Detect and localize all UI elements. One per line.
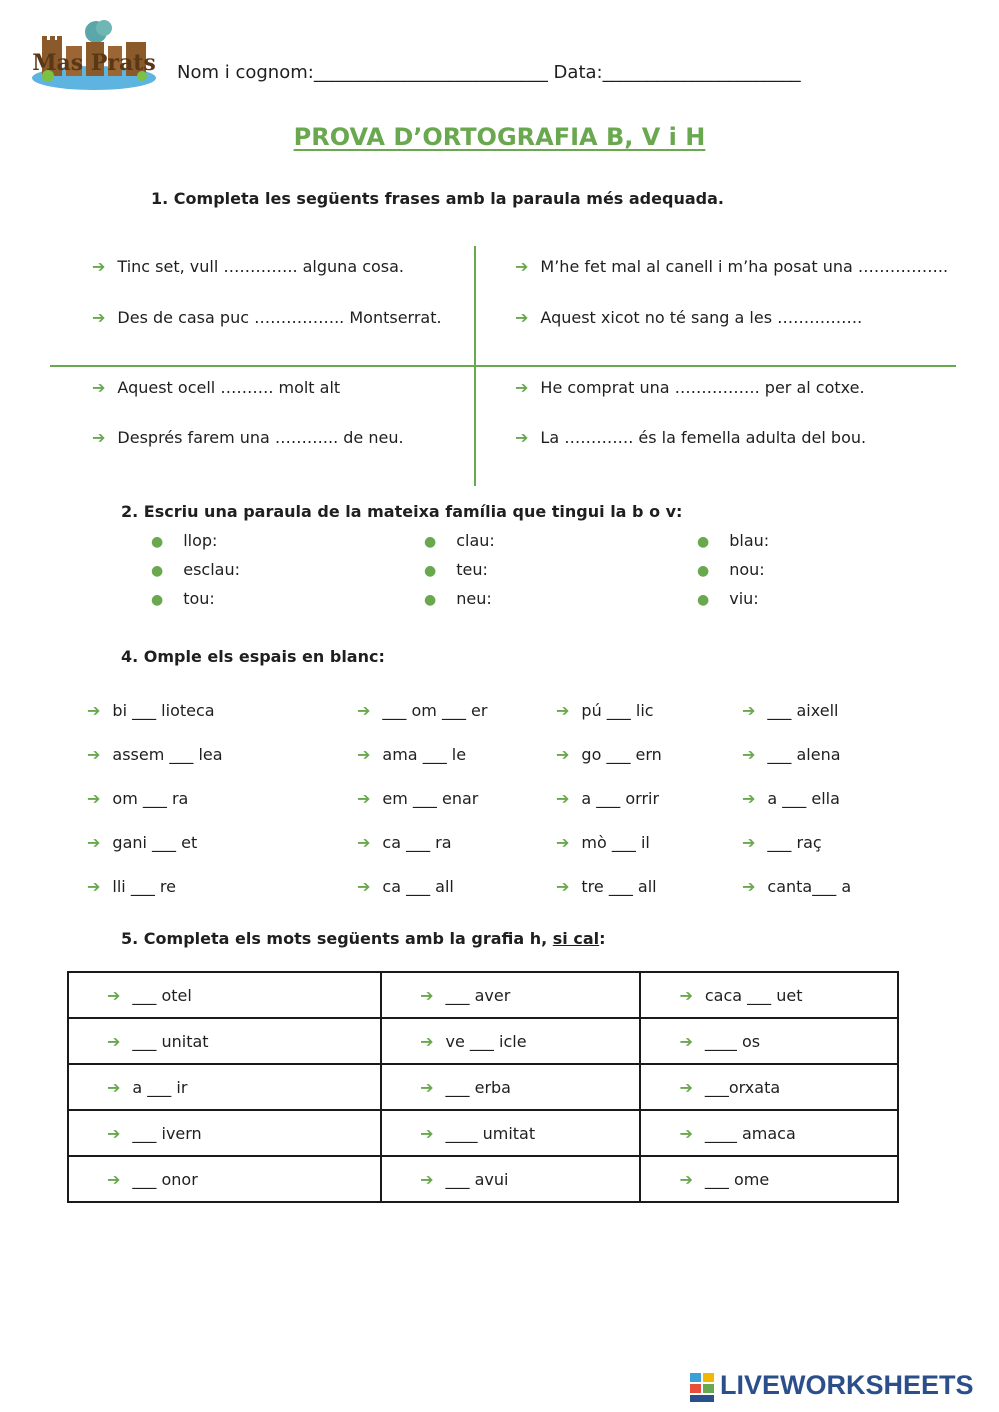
bullet-icon: ● <box>697 563 710 579</box>
date-field[interactable]: ______________________ <box>602 62 801 83</box>
bullet-icon: ● <box>697 534 710 550</box>
arrow-right-icon: ➔ <box>742 833 756 852</box>
date-label: Data: <box>553 62 603 83</box>
s4-item[interactable] <box>87 701 215 720</box>
bullet-icon: ● <box>151 592 164 608</box>
table-cell[interactable] <box>68 1064 381 1110</box>
s4-item[interactable] <box>556 745 662 764</box>
arrow-right-icon: ➔ <box>556 877 570 896</box>
arrow-right-icon: ➔ <box>420 1031 434 1051</box>
arrow-right-icon: ➔ <box>515 378 529 397</box>
s4-item-text: ___ alena <box>767 745 841 764</box>
arrow-right-icon: ➔ <box>87 789 101 808</box>
s1-item[interactable] <box>92 378 340 397</box>
table-row <box>68 1156 898 1202</box>
s4-item-text: a ___ orrir <box>581 789 660 808</box>
arrow-right-icon: ➔ <box>357 833 371 852</box>
arrow-right-icon: ➔ <box>742 789 756 808</box>
cell-text: ve ___ icle <box>445 1031 527 1051</box>
section2-heading: 2. Escriu una paraula de la mateixa família que tingui la b o v: <box>121 502 683 521</box>
s2-item[interactable] <box>424 560 488 579</box>
s4-item-text: bi ___ lioteca <box>112 701 215 720</box>
section4-heading: 4. Omple els espais en blanc: <box>121 647 385 666</box>
s4-item[interactable] <box>357 701 487 720</box>
cell-text: ___ unitat <box>132 1031 209 1051</box>
table-cell[interactable] <box>640 1156 898 1202</box>
table-cell[interactable] <box>640 1018 898 1064</box>
s4-item-text: ca ___ all <box>382 877 454 896</box>
cell-text: a ___ ir <box>132 1077 188 1097</box>
arrow-right-icon: ➔ <box>515 428 529 447</box>
section5-heading-underlined: si cal <box>552 929 600 948</box>
cell-text: ___orxata <box>704 1077 781 1097</box>
s2-item-text: esclau: <box>183 560 240 579</box>
s1-item-text: Aquest xicot no té sang a les ……………. <box>540 308 863 327</box>
section5-heading-prefix: 5. Completa els mots següents amb la grafia h, <box>121 929 553 948</box>
s1-item-text: M’he fet mal al canell i m’ha posat una …………….. <box>540 257 949 276</box>
s4-item-text: assem ___ lea <box>112 745 223 764</box>
liveworksheets-brand: LIVEWORKSHEETS <box>720 1370 974 1400</box>
s2-item-text: viu: <box>729 589 759 608</box>
s4-item[interactable] <box>87 877 176 896</box>
arrow-right-icon: ➔ <box>107 1169 121 1189</box>
s2-item-text: neu: <box>456 589 492 608</box>
arrow-right-icon: ➔ <box>92 428 106 447</box>
s4-item[interactable] <box>357 833 452 852</box>
cell-text: ____ umitat <box>445 1123 536 1143</box>
arrow-right-icon: ➔ <box>420 1169 434 1189</box>
s4-item[interactable] <box>742 789 840 808</box>
s4-item[interactable] <box>742 745 841 764</box>
cell-text: ___ erba <box>445 1077 511 1097</box>
header-line <box>177 62 801 83</box>
s2-item-text: tou: <box>183 589 215 608</box>
s4-item-text: ama ___ le <box>382 745 467 764</box>
arrow-right-icon: ➔ <box>420 1077 434 1097</box>
arrow-right-icon: ➔ <box>742 877 756 896</box>
s2-item[interactable] <box>151 531 217 550</box>
arrow-right-icon: ➔ <box>556 833 570 852</box>
arrow-right-icon: ➔ <box>679 985 693 1005</box>
s4-item-text: om ___ ra <box>112 789 189 808</box>
s4-item-text: tre ___ all <box>581 877 657 896</box>
arrow-right-icon: ➔ <box>357 789 371 808</box>
svg-text:Mas Prats: Mas Prats <box>32 50 156 76</box>
table-cell[interactable] <box>68 1110 381 1156</box>
page-title: PROVA D’ORTOGRAFIA B, V i H <box>293 123 706 151</box>
table-cell[interactable] <box>381 1110 640 1156</box>
arrow-right-icon: ➔ <box>742 745 756 764</box>
s2-item[interactable] <box>424 531 495 550</box>
s4-item-text: ___ aixell <box>767 701 839 720</box>
arrow-right-icon: ➔ <box>556 789 570 808</box>
table-cell[interactable] <box>68 1018 381 1064</box>
s2-item[interactable] <box>697 531 769 550</box>
table-cell[interactable] <box>381 1064 640 1110</box>
s4-item-text: pú ___ lic <box>581 701 654 720</box>
bullet-icon: ● <box>424 563 437 579</box>
s4-item[interactable] <box>556 789 659 808</box>
mas-prats-logo <box>30 18 162 94</box>
name-field[interactable]: __________________________ <box>313 62 548 83</box>
s1-item-text: Aquest ocell ………. molt alt <box>117 378 341 397</box>
arrow-right-icon: ➔ <box>357 701 371 720</box>
cell-text: ____ os <box>704 1031 761 1051</box>
table-cell[interactable] <box>640 1064 898 1110</box>
arrow-right-icon: ➔ <box>92 378 106 397</box>
arrow-right-icon: ➔ <box>87 701 101 720</box>
s2-item[interactable] <box>697 589 759 608</box>
s1-item[interactable] <box>92 257 404 276</box>
s2-item-text: blau: <box>729 531 770 550</box>
s4-item[interactable] <box>87 833 197 852</box>
cell-text: ___ avui <box>445 1169 509 1189</box>
s4-item[interactable] <box>556 701 654 720</box>
table-cell[interactable] <box>68 1156 381 1202</box>
s1-item[interactable] <box>92 308 442 327</box>
arrow-right-icon: ➔ <box>556 701 570 720</box>
s4-item[interactable] <box>556 833 650 852</box>
bullet-icon: ● <box>424 534 437 550</box>
s4-item-text: mò ___ il <box>581 833 650 852</box>
s4-item[interactable] <box>742 701 838 720</box>
s2-item[interactable] <box>151 589 215 608</box>
s4-item[interactable] <box>357 745 466 764</box>
arrow-right-icon: ➔ <box>679 1169 693 1189</box>
s4-item[interactable] <box>742 877 851 896</box>
arrow-right-icon: ➔ <box>742 701 756 720</box>
table-row <box>68 1018 898 1064</box>
s2-item-text: nou: <box>729 560 765 579</box>
s4-item[interactable] <box>87 745 223 764</box>
cell-text: ___ aver <box>445 985 511 1005</box>
s4-item-text: go ___ ern <box>581 745 662 764</box>
arrow-right-icon: ➔ <box>92 257 106 276</box>
s4-item-text: a ___ ella <box>767 789 840 808</box>
s4-item[interactable] <box>556 877 657 896</box>
arrow-right-icon: ➔ <box>107 1031 121 1051</box>
s4-item-text: ___ om ___ er <box>382 701 488 720</box>
cell-text: ___ onor <box>132 1169 198 1189</box>
table-row <box>68 1110 898 1156</box>
arrow-right-icon: ➔ <box>107 985 121 1005</box>
s1-item-text: Després farem una ………... de neu. <box>117 428 404 447</box>
bullet-icon: ● <box>424 592 437 608</box>
arrow-right-icon: ➔ <box>87 833 101 852</box>
arrow-right-icon: ➔ <box>515 308 529 327</box>
s2-item-text: llop: <box>183 531 218 550</box>
section5-heading-suffix: : <box>599 929 606 948</box>
table-row <box>68 972 898 1018</box>
s1-item-text: Des de casa puc …………….. Montserrat. <box>117 308 442 327</box>
h-exercise-table <box>67 971 899 1203</box>
arrow-right-icon: ➔ <box>357 745 371 764</box>
arrow-right-icon: ➔ <box>420 985 434 1005</box>
arrow-right-icon: ➔ <box>679 1077 693 1097</box>
s4-item-text: gani ___ et <box>112 833 198 852</box>
s1-item[interactable] <box>515 257 948 276</box>
cell-text: caca ___ uet <box>704 985 803 1005</box>
bullet-icon: ● <box>697 592 710 608</box>
s4-item-text: ___ raç <box>767 833 822 852</box>
s2-item[interactable] <box>151 560 240 579</box>
bullet-icon: ● <box>151 534 164 550</box>
s1-item[interactable] <box>92 428 404 447</box>
arrow-right-icon: ➔ <box>107 1123 121 1143</box>
arrow-right-icon: ➔ <box>87 877 101 896</box>
s1-item-text: Tinc set, vull ………….. alguna cosa. <box>117 257 405 276</box>
s1-item[interactable] <box>515 428 866 447</box>
arrow-right-icon: ➔ <box>679 1031 693 1051</box>
arrow-right-icon: ➔ <box>420 1123 434 1143</box>
cell-text: ___ ome <box>704 1169 770 1189</box>
arrow-right-icon: ➔ <box>357 877 371 896</box>
arrow-right-icon: ➔ <box>679 1123 693 1143</box>
s4-item[interactable] <box>357 877 454 896</box>
table-cell[interactable] <box>640 972 898 1018</box>
s4-item[interactable] <box>742 833 822 852</box>
s4-item-text: lli ___ re <box>112 877 176 896</box>
section5-heading <box>121 929 606 948</box>
s1-item-text: He comprat una ……………. per al cotxe. <box>540 378 865 397</box>
liveworksheets-logo-icon <box>690 1370 716 1404</box>
arrow-right-icon: ➔ <box>515 257 529 276</box>
divider-horizontal <box>50 365 956 367</box>
s4-item[interactable] <box>357 789 478 808</box>
table-cell[interactable] <box>381 1156 640 1202</box>
arrow-right-icon: ➔ <box>107 1077 121 1097</box>
table-cell[interactable] <box>68 972 381 1018</box>
s1-item[interactable] <box>515 378 865 397</box>
s4-item-text: ca ___ ra <box>382 833 452 852</box>
s1-item[interactable] <box>515 308 862 327</box>
s1-item-text: La …………. és la femella adulta del bou. <box>540 428 867 447</box>
s2-item[interactable] <box>697 560 765 579</box>
section1-heading: 1. Completa les següents frases amb la paraula més adequada. <box>151 189 724 208</box>
arrow-right-icon: ➔ <box>87 745 101 764</box>
cell-text: ___ ivern <box>132 1123 202 1143</box>
cell-text: ___ otel <box>132 985 192 1005</box>
s4-item-text: canta___ a <box>767 877 852 896</box>
cell-text: ____ amaca <box>704 1123 796 1143</box>
s2-item-text: teu: <box>456 560 488 579</box>
table-cell[interactable] <box>381 972 640 1018</box>
s2-item[interactable] <box>424 589 492 608</box>
table-cell[interactable] <box>381 1018 640 1064</box>
arrow-right-icon: ➔ <box>556 745 570 764</box>
arrow-right-icon: ➔ <box>92 308 106 327</box>
name-label: Nom i cognom: <box>177 62 314 83</box>
s2-item-text: clau: <box>456 531 495 550</box>
s4-item[interactable] <box>87 789 188 808</box>
table-row <box>68 1064 898 1110</box>
bullet-icon: ● <box>151 563 164 579</box>
s4-item-text: em ___ enar <box>382 789 479 808</box>
table-cell[interactable] <box>640 1110 898 1156</box>
